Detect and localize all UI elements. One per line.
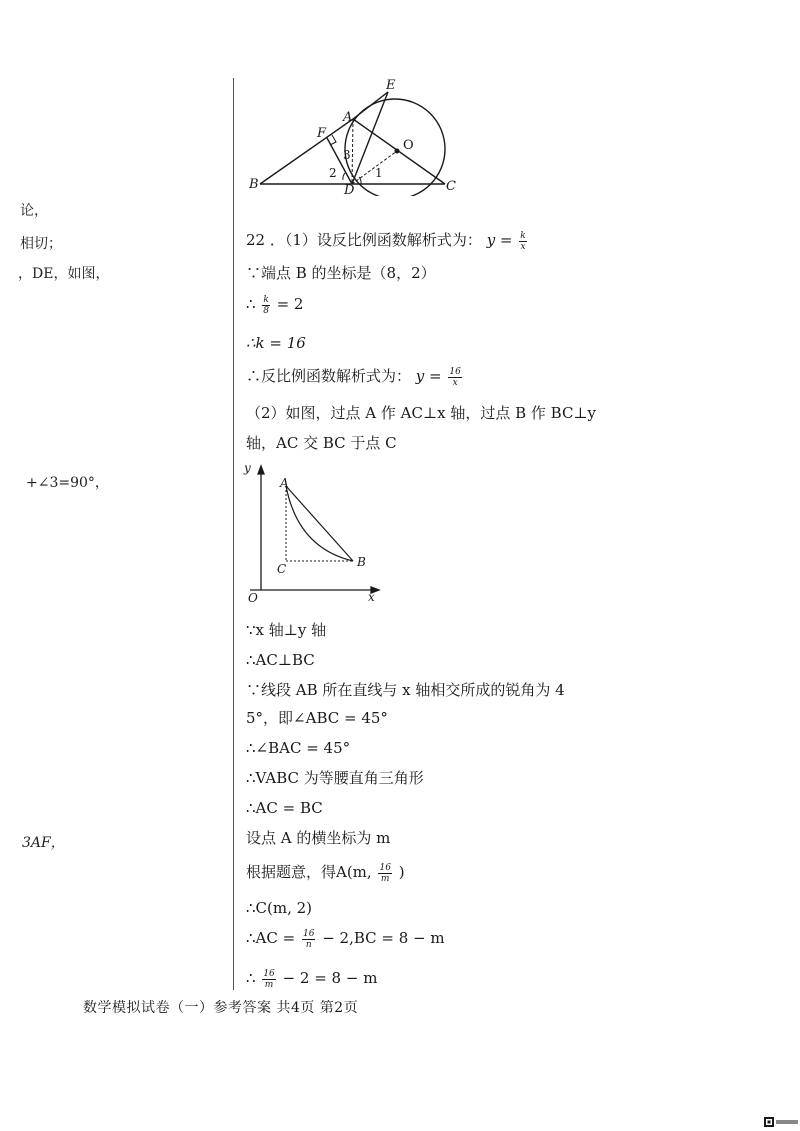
left-fragment-5: 3AF， [22,835,65,851]
proof-line-1: ∵x 轴⊥y 轴 [246,621,327,639]
proof-line-4: 5°，即∠ABC = 45° [246,709,388,727]
proof-line-3: ∵线段 AB 所在直线与 x 轴相交所成的锐角为 4 [246,681,565,699]
label-y-axis: y [244,461,251,475]
proof-line-12 [246,968,377,990]
q22-line-2: ∵端点 B 的坐标是（8，2） [246,264,436,282]
fraction-numerator: 16 [449,366,461,377]
proof-line-6: ∴VABC 为等腰直角三角形 [246,769,424,787]
y-axis-arrow [258,466,264,474]
circle-geometry-figure [240,78,470,196]
fraction-denominator: 8 [263,305,269,316]
equation-rhs: = 2 [276,295,304,313]
ac-expression-prefix: ∴AC = [246,929,296,947]
therefore-symbol: ∴ [246,969,256,987]
fraction-16-over-n [302,929,315,950]
proof-line-2: ∴AC⊥BC [246,651,315,669]
fraction-denominator: m [380,873,390,884]
label-f: F [317,126,327,141]
segment-ab [286,486,353,561]
fraction-numerator: 16 [302,928,315,939]
q22-line-6: （2）如图，过点 A 作 AC⊥x 轴，过点 B 作 BC⊥y [246,404,597,422]
proof-line-10: ∴C(m, 2) [246,899,313,917]
proof-line-9 [246,862,405,884]
label-angle-2: 2 [329,166,337,180]
fraction-k-over-8 [262,295,269,316]
q22-line-7: 轴，AC 交 BC 于点 C [246,434,397,452]
left-fragment-1: 论， [20,203,48,219]
left-fragment-4: +∠3=90°， [26,475,109,491]
q22-line-4: ∴k = 16 [246,334,306,352]
right-angle-mark [330,135,336,145]
segment-ba [260,119,353,184]
left-fragment-2: 相切； [20,236,62,252]
label-point-a: A [280,476,289,490]
q22-line-1 [246,230,529,252]
label-e: E [386,78,396,93]
fraction-denominator: x [452,377,458,388]
fraction-numerator: k [520,230,526,241]
coordinate-figure [240,458,390,604]
label-b: B [249,177,259,192]
fraction-numerator: 16 [379,862,391,873]
fraction-k-over-x [519,231,526,252]
corner-logo-icon [764,1117,798,1127]
q22-y-eq: y = [486,231,513,249]
fraction-numerator: 16 [263,968,275,979]
left-fragment-3: ，DE，如图， [18,266,110,282]
label-c: C [446,179,456,194]
equation-rhs: − 2 = 8 − m [282,969,378,987]
therefore-symbol: ∴ [246,295,256,313]
fraction-numerator: k [263,294,269,305]
proof-line-11 [246,928,445,950]
point-a-coord-prefix: 根据题意，得A(m, [246,863,372,881]
label-angle-1: 1 [375,166,383,180]
proof-line-8: 设点 A 的横坐标为 m [246,829,391,847]
fraction-16-over-x [448,367,461,388]
fraction-denominator: x [520,241,526,252]
fraction-denominator: m [264,979,274,990]
label-d: D [344,183,355,196]
label-point-b: B [357,555,366,569]
dashed-ad [352,119,353,184]
q22-y-eq-2: y = [415,367,442,385]
q22-conclusion: ∴反比例函数解析式为： [246,367,412,385]
page-footer: 数学模拟试卷（一）参考答案 共4页 第2页 [83,1000,359,1016]
label-a: A [343,110,353,125]
label-o: O [403,138,414,153]
q22-intro: 22 ．（1）设反比例函数解析式为： [246,231,482,249]
point-a-coord-suffix: ) [398,863,405,881]
angle-arc-2 [343,173,345,180]
q22-line-5 [246,366,464,388]
proof-line-5: ∴∠BAC = 45° [246,739,351,757]
label-x-axis: x [368,590,375,604]
fraction-16-over-m [378,863,391,884]
center-dot-o [395,149,400,154]
label-point-c: C [277,562,287,576]
fraction-denominator: n [305,939,312,950]
proof-line-7: ∴AC = BC [246,799,323,817]
ac-expression-suffix: − 2,BC = 8 − m [322,929,445,947]
label-origin: O [248,591,258,604]
label-angle-3: 3 [343,148,351,162]
column-divider [233,78,234,990]
fraction-16-over-m-2 [262,969,275,990]
q22-line-3 [246,294,303,316]
